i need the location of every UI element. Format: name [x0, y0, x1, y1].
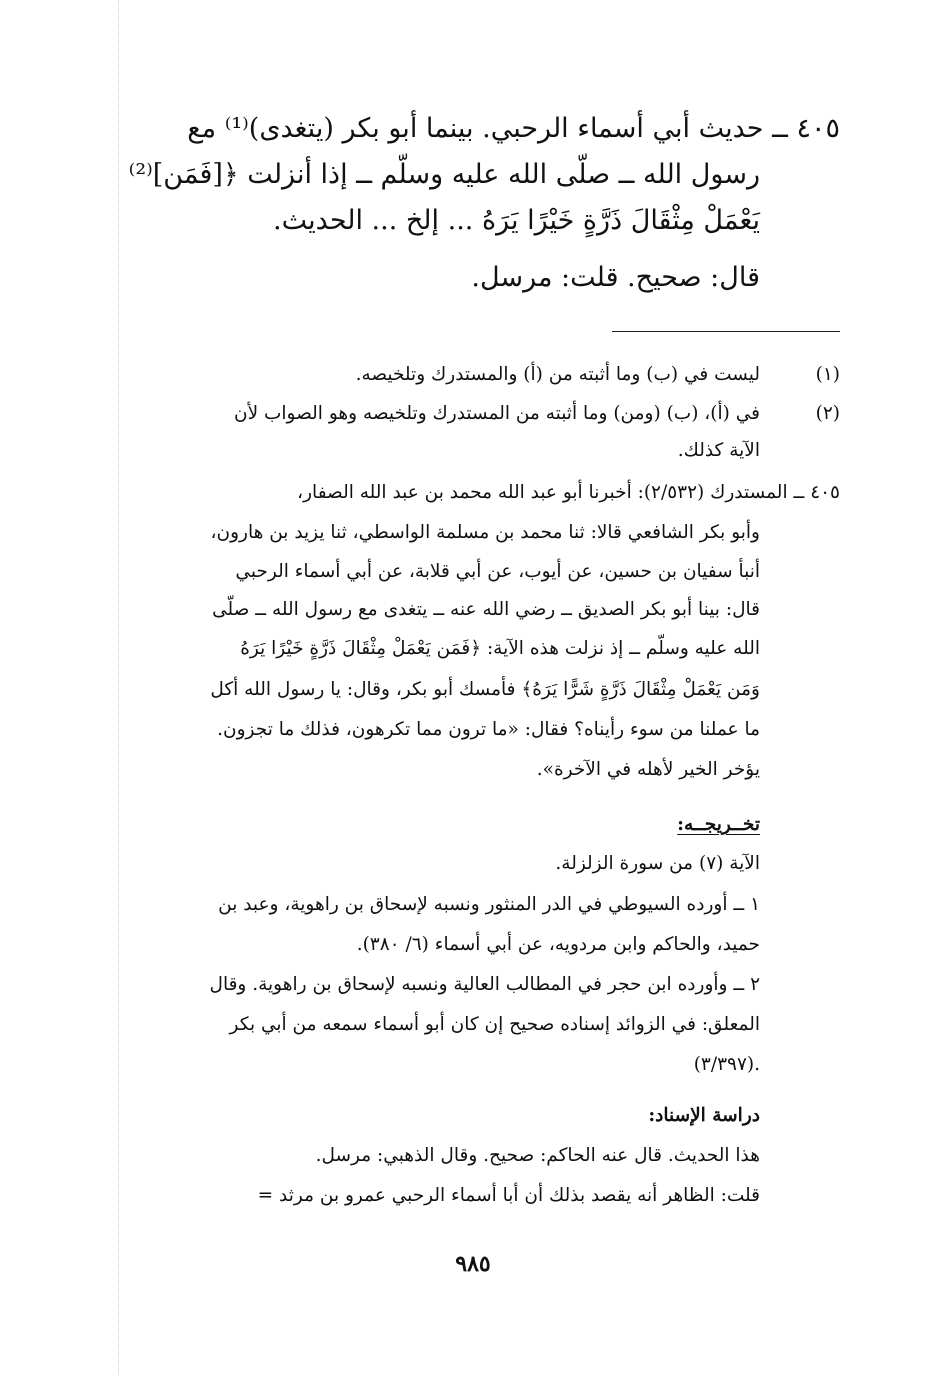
footnote-2-text-cont: الآية كذلك.	[677, 440, 760, 461]
commentary-line-1: ٤٠٥ ــ المستدرك (٢/٥٣٢): أخبرنا أبو عبد الله محمد بن عبد الله الصفار،	[297, 482, 840, 503]
footnote-2-number: (٢)	[815, 403, 840, 424]
footnote-2-text: في (أ)، (ب) (ومن) وما أثبته من المستدرك وتلخيصه وهو الصواب لأن	[233, 403, 760, 424]
takhrij-line-6: .(٣/٣٩٧)	[693, 1054, 760, 1075]
commentary-line-5: الله عليه وسلّم ــ إذ نزلت هذه الآية: ﴿فَمَن يَعْمَلْ مِثْقَالَ ذَرَّةٍ خَيْرًا يَرَهُ	[240, 638, 760, 659]
commentary-line-2: وأبو بكر الشافعي قالا: ثنا محمد بن مسلمة الواسطي، ثنا يزيد بن هارون،	[210, 522, 760, 543]
main-line-2: رسول الله ــ صلّى الله عليه وسلّم ــ إذا أنزلت ﴿[فَمَن]⁽²⁾	[128, 159, 760, 190]
takhrij-line-3: حميد، والحاكم وابن مردويه، عن أبي أسماء (٦/ ٣٨٠).	[356, 934, 760, 955]
takhrij-line-4: ٢ ــ وأورده ابن حجر في المطالب العالية ونسبه لإسحاق بن راهوية. وقال	[209, 974, 760, 995]
footnote-1-number: (١)	[815, 364, 840, 385]
page-number: ٩٨٥	[455, 1251, 491, 1277]
margin-guide	[118, 0, 120, 1375]
takhrij-line-1: الآية (٧) من سورة الزلزلة.	[555, 853, 760, 874]
footnote-1-text: ليست في (ب) وما أثبته من (أ) والمستدرك وتلخيصه.	[355, 364, 760, 385]
takhrij-heading: تخــريجــه:	[677, 814, 760, 835]
commentary-line-7: ما عملنا من سوء رأيناه؟ فقال: «ما ترون مما تكرهون، فذلك ما تجزون.	[217, 719, 760, 740]
commentary-line-4: قال: بينا أبو بكر الصديق ــ رضي الله عنه ــ يتغدى مع رسول الله ــ صلّى	[212, 599, 760, 620]
takhrij-line-2: ١ ــ أورده السيوطي في الدر المنثور ونسبه لإسحاق بن راهوية، وعبد بن	[218, 894, 760, 915]
isnad-heading: دراسة الإسناد:	[648, 1105, 760, 1126]
commentary-line-3: أنبأ سفيان بن حسين، عن أيوب، عن أبي قلابة، عن أبي أسماء الرحبي	[235, 561, 760, 582]
main-line-3: يَعْمَلْ مِثْقَالَ ذَرَّةٍ خَيْرًا يَرَهُ ... إلخ ... الحديث.	[273, 205, 760, 236]
isnad-line-2: قلت: الظاهر أنه يقصد بذلك أن أبا أسماء الرحبي عمرو بن مرثد =	[257, 1185, 760, 1206]
footnote-separator	[612, 331, 840, 332]
main-line-4: قال: صحيح. قلت: مرسل.	[471, 262, 760, 293]
takhrij-line-5: المعلق: في الزوائد إسناده صحيح إن كان أبو أسماء سمعه من أبي بكر	[229, 1014, 760, 1035]
commentary-line-8: يؤخر الخير لأهله في الآخرة».	[536, 759, 760, 780]
isnad-line-1: هذا الحديث. قال عنه الحاكم: صحيح. وقال الذهبي: مرسل.	[315, 1145, 760, 1166]
commentary-line-6: وَمَن يَعْمَلْ مِثْقَالَ ذَرَّةٍ شَرًّا يَرَهُ﴾ فأمسك أبو بكر، وقال: يا رسول الله أكل	[210, 679, 760, 700]
main-line-1: ٤٠٥ ــ حديث أبي أسماء الرحبي. بينما أبو بكر (يتغدى)⁽¹⁾ مع	[187, 113, 840, 144]
